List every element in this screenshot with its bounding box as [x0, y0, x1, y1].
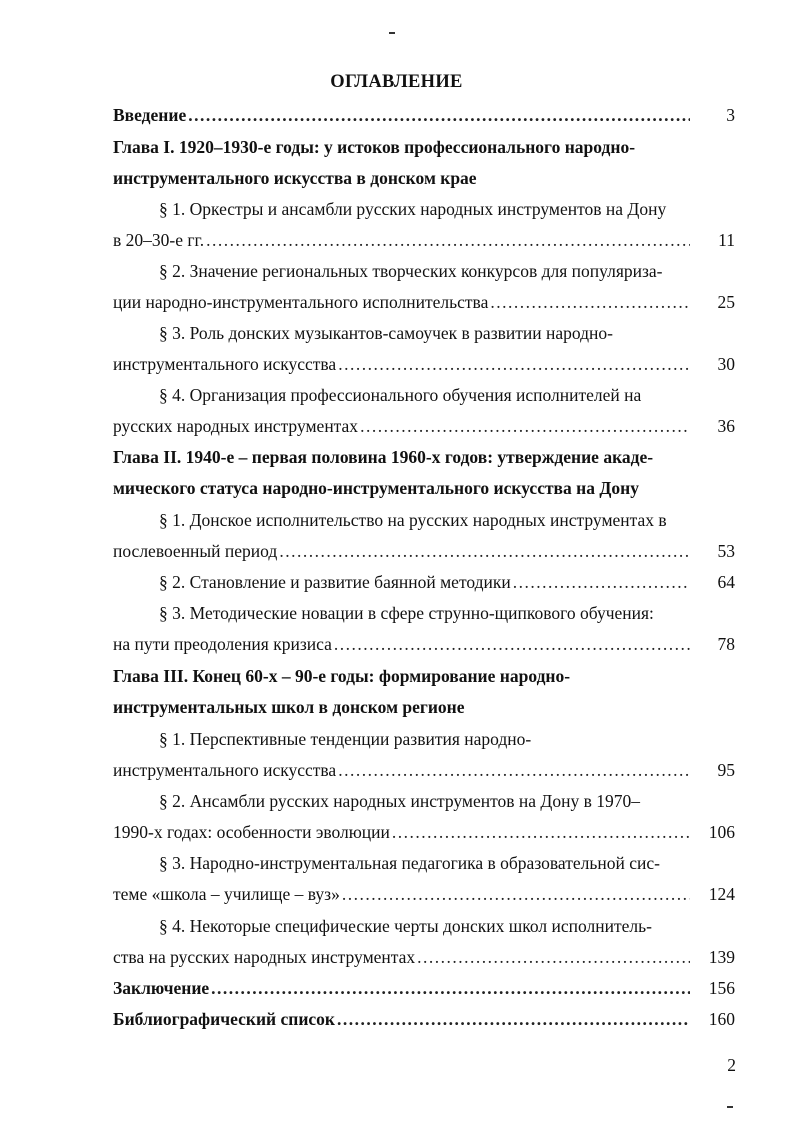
ch3-section-1-line1[interactable]: § 1. Перспективные тенденции развития народно-	[159, 729, 532, 749]
toc-entry-label: инструментального искусства	[113, 354, 337, 374]
chapter-1-heading-line2[interactable]: инструментального искусства в донском крае	[113, 168, 477, 188]
toc-page-number: 156	[708, 978, 735, 998]
page-number: 2	[727, 1055, 736, 1075]
ch3-section-2-line2[interactable]	[113, 820, 690, 844]
toc-page-number: 139	[708, 947, 735, 967]
toc-entry-bibliography[interactable]	[113, 1007, 690, 1031]
ch1-section-4-line1[interactable]: § 4. Организация профессионального обучения исполнителей на	[159, 385, 642, 405]
dot-leader	[342, 882, 690, 906]
chapter-1-heading-line1[interactable]: Глава I. 1920–1930-е годы: у истоков профессионального народно-	[113, 137, 636, 157]
toc-entry-label: Библиографический список	[113, 1009, 336, 1029]
chapter-3-heading-line2[interactable]: инструментальных школ в донском регионе	[113, 697, 465, 717]
ch1-section-1-line1[interactable]: § 1. Оркестры и ансамбли русских народных инструментов на Дону	[159, 199, 667, 219]
dot-leader	[417, 945, 690, 969]
dot-leader	[337, 1007, 690, 1031]
ch3-section-4-line1[interactable]: § 4. Некоторые специфические черты донских школ исполнитель-	[159, 916, 652, 936]
chapter-2-heading-line1[interactable]: Глава II. 1940-е – первая половина 1960-х годов: утверждение акаде-	[113, 447, 654, 467]
toc-entry-intro[interactable]	[113, 103, 690, 127]
dot-leader	[211, 976, 690, 1000]
toc-entry-label: ства на русских народных инструментах	[113, 947, 416, 967]
toc-entry-label: 1990-х годах: особенности эволюции	[113, 822, 390, 842]
ch1-section-1-line2[interactable]	[113, 228, 690, 252]
toc-entry-label: на пути преодоления кризиса	[113, 634, 332, 654]
ch3-section-4-line2[interactable]	[113, 945, 690, 969]
toc-page-number: 160	[708, 1009, 735, 1029]
toc-page-number: 25	[717, 292, 735, 312]
dot-leader	[490, 290, 690, 314]
ch3-section-2-line1[interactable]: § 2. Ансамбли русских народных инструментов на Дону в 1970–	[159, 791, 640, 811]
ch1-section-2-line2[interactable]	[113, 290, 690, 314]
toc-page-number: 64	[717, 572, 735, 592]
ch3-section-1-line2[interactable]	[113, 758, 690, 782]
ch2-section-1-line2[interactable]	[113, 539, 690, 563]
toc-page-number: 95	[717, 760, 735, 780]
dot-leader	[206, 228, 690, 252]
toc-entry-label: Заключение	[113, 978, 210, 998]
dot-leader	[338, 758, 690, 782]
toc-entry-label: ции народно-инструментального исполнительства	[113, 292, 489, 312]
toc-page-number: 78	[717, 634, 735, 654]
dot-leader	[360, 414, 690, 438]
toc-page-number: 3	[726, 105, 735, 125]
dot-leader	[392, 820, 690, 844]
toc-page-number: 124	[708, 884, 735, 904]
ch1-section-2-line1[interactable]: § 2. Значение региональных творческих конкурсов для популяриза-	[159, 261, 663, 281]
scan-mark-top	[389, 32, 395, 34]
toc-entry-label: § 2. Становление и развитие баянной методики	[159, 572, 511, 592]
toc-entry-label: русских народных инструментах	[113, 416, 359, 436]
ch3-section-3-line1[interactable]: § 3. Народно-инструментальная педагогика в образовательной сис-	[159, 853, 660, 873]
ch2-section-2[interactable]	[113, 570, 690, 594]
toc-page-number: 53	[717, 541, 735, 561]
toc-entry-label: Введение	[113, 105, 187, 125]
toc-page-number: 36	[717, 416, 735, 436]
ch2-section-1-line1[interactable]: § 1. Донское исполнительство на русских народных инструментах в	[159, 510, 667, 530]
ch3-section-3-line2[interactable]	[113, 882, 690, 906]
toc-page-number: 106	[708, 822, 735, 842]
toc-entry-label: инструментального искусства	[113, 760, 337, 780]
toc-entry-conclusion[interactable]	[113, 976, 690, 1000]
dot-leader	[334, 632, 690, 656]
ch1-section-3-line1[interactable]: § 3. Роль донских музыкантов-самоучек в развитии народно-	[159, 323, 613, 343]
toc-entry-label: теме «школа – училище – вуз»	[113, 884, 340, 904]
toc-entry-label: в 20–30-е гг.	[113, 230, 205, 250]
dot-leader	[338, 352, 690, 376]
toc-page-number: 30	[717, 354, 735, 374]
toc-entry-label: послевоенный период	[113, 541, 278, 561]
scan-mark-bottom	[727, 1106, 733, 1108]
ch2-section-3-line2[interactable]	[113, 632, 690, 656]
dot-leader	[513, 570, 690, 594]
ch1-section-3-line2[interactable]	[113, 352, 690, 376]
toc-title: ОГЛАВЛЕНИЕ	[330, 72, 463, 92]
toc-page-number: 11	[718, 230, 735, 250]
dot-leader	[188, 103, 690, 127]
dot-leader	[279, 539, 690, 563]
chapter-2-heading-line2[interactable]: мического статуса народно-инструментального искусства на Дону	[113, 478, 639, 498]
ch1-section-4-line2[interactable]	[113, 414, 690, 438]
ch2-section-3-line1[interactable]: § 3. Методические новации в сфере струнно-щипкового обучения:	[159, 603, 654, 623]
chapter-3-heading-line1[interactable]: Глава III. Конец 60-х – 90-е годы: формирование народно-	[113, 666, 571, 686]
